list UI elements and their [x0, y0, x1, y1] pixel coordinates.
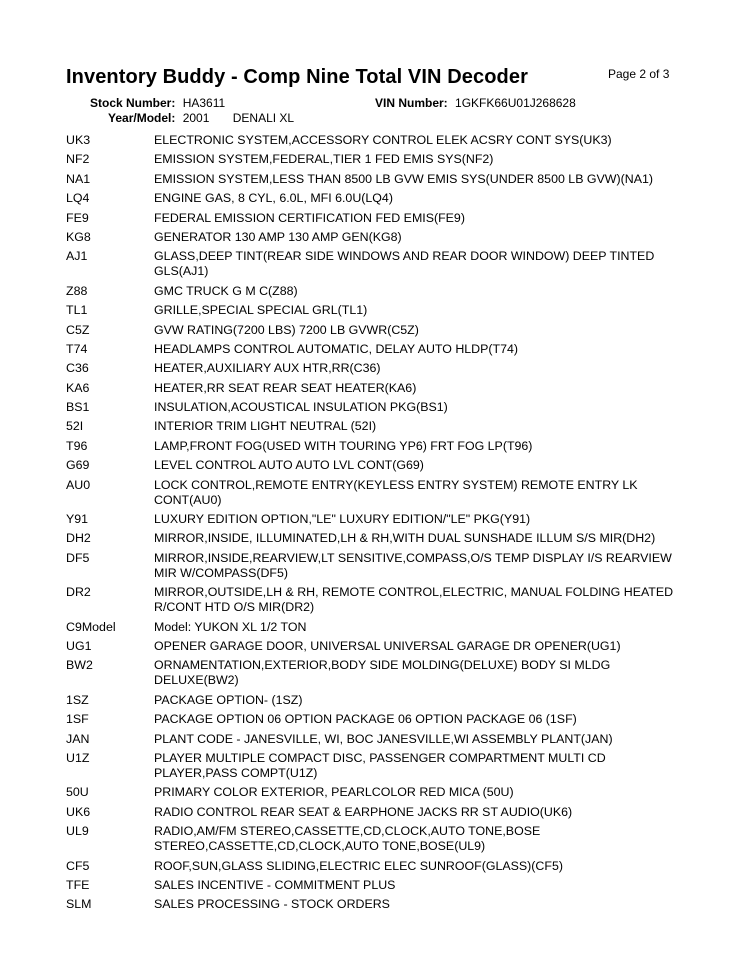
stock-number	[90, 96, 225, 110]
option-code: FE9	[66, 210, 89, 225]
year-value: 2001	[182, 111, 210, 125]
option-row	[66, 693, 686, 708]
option-code: 52I	[66, 419, 84, 434]
option-row	[66, 531, 686, 546]
option-description: RADIO,AM/FM STEREO,CASSETTE,CD,CLOCK,AUTO TONE,BOSE STEREO,CASSETTE,CD,CLOCK,AUTO TONE,BOSE(UL9)	[154, 824, 541, 854]
option-row	[66, 639, 686, 654]
option-description: PRIMARY COLOR EXTERIOR, PEARLCOLOR RED MICA (50U)	[154, 785, 514, 800]
option-row	[66, 381, 686, 396]
model-value: DENALI XL	[232, 111, 295, 125]
option-code: 1SF	[66, 712, 89, 727]
option-row	[66, 303, 686, 318]
option-row	[66, 551, 686, 581]
option-code: Y91	[66, 512, 89, 527]
option-description: HEATER,RR SEAT REAR SEAT HEATER(KA6)	[154, 380, 417, 395]
option-code: DF5	[66, 550, 90, 565]
option-description: GMC TRUCK G M C(Z88)	[154, 283, 298, 298]
option-description: Model: YUKON XL 1/2 TON	[154, 619, 307, 634]
option-row	[66, 172, 686, 187]
option-code: C5Z	[66, 322, 90, 337]
option-description: ROOF,SUN,GLASS SLIDING,ELECTRIC ELEC SUNROOF(GLASS)(CF5)	[154, 858, 563, 873]
option-row	[66, 512, 686, 527]
option-code: T74	[66, 341, 88, 356]
option-row	[66, 658, 686, 688]
option-row	[66, 712, 686, 727]
option-description: OPENER GARAGE DOOR, UNIVERSAL UNIVERSAL GARAGE DR OPENER(UG1)	[154, 638, 621, 653]
vin-number	[375, 96, 576, 110]
option-row	[66, 751, 686, 781]
option-row	[66, 230, 686, 245]
option-description: LEVEL CONTROL AUTO AUTO LVL CONT(G69)	[154, 458, 424, 473]
option-code: SLM	[66, 897, 92, 912]
option-row	[66, 249, 686, 279]
option-code: UK3	[66, 133, 91, 147]
option-code: T96	[66, 438, 88, 453]
option-row	[66, 732, 686, 747]
option-description: PLAYER MULTIPLE COMPACT DISC, PASSENGER COMPARTMENT MULTI CD PLAYER,PASS COMPT(U1Z)	[154, 750, 606, 780]
option-description: SALES PROCESSING - STOCK ORDERS	[154, 897, 390, 912]
option-description: MIRROR,INSIDE, ILLUMINATED,LH & RH,WITH DUAL SUNSHADE ILLUM S/S MIR(DH2)	[154, 531, 656, 546]
option-code: LQ4	[66, 191, 90, 206]
option-row	[66, 859, 686, 874]
option-description: PACKAGE OPTION- (1SZ)	[154, 692, 303, 707]
option-description: ORNAMENTATION,EXTERIOR,BODY SIDE MOLDING(DELUXE) BODY SI MLDG DELUXE(BW2)	[154, 658, 611, 688]
option-description: MIRROR,OUTSIDE,LH & RH, REMOTE CONTROL,ELECTRIC, MANUAL FOLDING HEATED R/CONT HTD O/S MIR(DR2)	[154, 585, 674, 615]
option-row	[66, 478, 686, 508]
option-code: C36	[66, 361, 89, 376]
vin-number-label: VIN Number:	[375, 96, 448, 110]
option-code: CF5	[66, 858, 90, 873]
option-code: BW2	[66, 658, 93, 673]
option-description: GLASS,DEEP TINT(REAR SIDE WINDOWS AND REAR DOOR WINDOW) DEEP TINTED GLS(AJ1)	[154, 249, 655, 279]
option-row	[66, 361, 686, 376]
option-code: U1Z	[66, 750, 90, 765]
option-description: ENGINE GAS, 8 CYL, 6.0L, MFI 6.0U(LQ4)	[154, 191, 393, 206]
option-code: AJ1	[66, 249, 88, 264]
option-description: PLANT CODE - JANESVILLE, WI, BOC JANESVILLE,WI ASSEMBLY PLANT(JAN)	[154, 731, 613, 746]
option-row	[66, 419, 686, 434]
page-title: Inventory Buddy - Comp Nine Total VIN Decoder	[66, 66, 528, 88]
option-row	[66, 323, 686, 338]
page-number: Page 2 of 3	[608, 67, 670, 81]
option-description: LOCK CONTROL,REMOTE ENTRY(KEYLESS ENTRY SYSTEM) REMOTE ENTRY LK CONT(AU0)	[154, 477, 638, 507]
option-code: KG8	[66, 229, 91, 244]
option-description: SALES INCENTIVE - COMMITMENT PLUS	[154, 877, 396, 892]
vin-number-value: 1GKFK66U01J268628	[455, 96, 576, 110]
option-row	[66, 805, 686, 820]
option-code: DH2	[66, 531, 91, 546]
option-description: LUXURY EDITION OPTION,"LE" LUXURY EDITION/"LE" PKG(Y91)	[154, 512, 531, 527]
option-code: NA1	[66, 171, 91, 186]
option-code: C9Model	[66, 619, 116, 634]
option-description: INTERIOR TRIM LIGHT NEUTRAL (52I)	[154, 419, 377, 434]
option-description: MIRROR,INSIDE,REARVIEW,LT SENSITIVE,COMPASS,O/S TEMP DISPLAY I/S REARVIEW MIR W/COMPASS(DF5)	[154, 550, 672, 580]
option-row	[66, 824, 686, 854]
option-row	[66, 585, 686, 615]
year-model-label: Year/Model:	[108, 111, 176, 125]
option-row	[66, 439, 686, 454]
option-row	[66, 211, 686, 226]
option-code: 1SZ	[66, 692, 89, 707]
option-code: UG1	[66, 638, 92, 653]
option-row	[66, 785, 686, 800]
option-code: NF2	[66, 152, 90, 167]
option-code: AU0	[66, 477, 91, 492]
option-row	[66, 897, 686, 912]
option-code: DR2	[66, 585, 91, 600]
option-row	[66, 458, 686, 473]
option-description: RADIO CONTROL REAR SEAT & EARPHONE JACKS RR ST AUDIO(UK6)	[154, 804, 573, 819]
option-description: FEDERAL EMISSION CERTIFICATION FED EMIS(FE9)	[154, 210, 465, 225]
option-description: INSULATION,ACOUSTICAL INSULATION PKG(BS1)	[154, 400, 448, 415]
option-row	[66, 878, 686, 893]
option-description: HEATER,AUXILIARY AUX HTR,RR(C36)	[154, 361, 381, 376]
option-row	[66, 620, 686, 635]
option-code: BS1	[66, 400, 90, 415]
option-description: EMISSION SYSTEM,FEDERAL,TIER 1 FED EMIS SYS(NF2)	[154, 152, 494, 167]
option-row	[66, 152, 686, 167]
option-code: UL9	[66, 824, 89, 839]
option-row	[66, 284, 686, 299]
option-row	[66, 191, 686, 206]
option-row	[66, 400, 686, 415]
option-code: UK6	[66, 804, 91, 819]
option-description: PACKAGE OPTION 06 OPTION PACKAGE 06 OPTION PACKAGE 06 (1SF)	[154, 712, 577, 727]
option-row	[66, 133, 686, 148]
year-model	[108, 111, 294, 125]
option-description: GRILLE,SPECIAL SPECIAL GRL(TL1)	[154, 303, 368, 318]
option-description: ELECTRONIC SYSTEM,ACCESSORY CONTROL ELEK ACSRY CONT SYS(UK3)	[154, 133, 612, 147]
option-code: 50U	[66, 785, 89, 800]
option-code: JAN	[66, 731, 90, 746]
option-code: G69	[66, 458, 90, 473]
option-description: LAMP,FRONT FOG(USED WITH TOURING YP6) FRT FOG LP(T96)	[154, 438, 533, 453]
option-code: Z88	[66, 283, 88, 298]
option-description: GVW RATING(7200 LBS) 7200 LB GVWR(C5Z)	[154, 322, 419, 337]
stock-number-value: HA3611	[182, 96, 226, 110]
option-row	[66, 342, 686, 357]
option-code: TL1	[66, 303, 88, 318]
option-code-list	[66, 133, 686, 917]
option-description: EMISSION SYSTEM,LESS THAN 8500 LB GVW EMIS SYS(UNDER 8500 LB GVW)(NA1)	[154, 171, 653, 186]
option-code: TFE	[66, 877, 90, 892]
option-description: HEADLAMPS CONTROL AUTOMATIC, DELAY AUTO HLDP(T74)	[154, 341, 518, 356]
stock-number-label: Stock Number:	[90, 96, 176, 110]
option-description: GENERATOR 130 AMP 130 AMP GEN(KG8)	[154, 229, 402, 244]
option-code: KA6	[66, 380, 90, 395]
